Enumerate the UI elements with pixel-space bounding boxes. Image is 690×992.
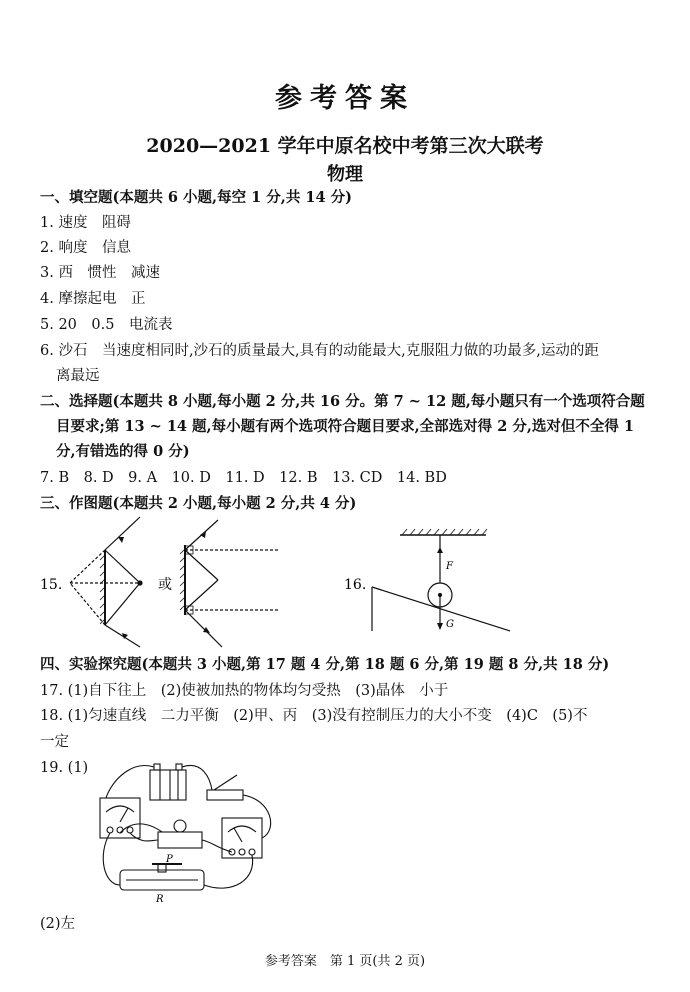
answer-2: 2. 响度 信息 bbox=[40, 240, 131, 256]
answer-6-line-2: 离最远 bbox=[56, 368, 100, 384]
section-3-heading: 三、作图题(本题共 2 小题,每小题 2 分,共 4 分) bbox=[40, 495, 357, 512]
mirror-option-b bbox=[180, 520, 280, 647]
incline-ball-drawing bbox=[372, 529, 510, 631]
section-2-heading-line-1: 二、选择题(本题共 8 小题,每小题 2 分,共 16 分。第 7 ~ 12 题,每小题只有一个选项符合题 bbox=[40, 393, 645, 410]
figure-16-force-diagram bbox=[340, 525, 515, 640]
section-2-heading-line-2: 目要求;第 13 ~ 14 题,每小题有两个选项符合题目要求,全部选对得 2 分,选对但不全得 1 bbox=[56, 418, 635, 435]
subject-title: 物理 bbox=[327, 164, 363, 185]
page-footer: 参考答案 第 1 页(共 2 页) bbox=[264, 954, 426, 969]
circuit-r-label: R bbox=[156, 894, 164, 905]
section-1-heading: 一、填空题(本题共 6 小题,每空 1 分,共 14 分) bbox=[40, 189, 352, 206]
answer-1: 1. 速度 阻碍 bbox=[40, 215, 131, 231]
figure-19-circuit bbox=[92, 760, 292, 908]
section-4-heading: 四、实验探究题(本题共 3 小题,第 17 题 4 分,第 18 题 6 分,第 19 题 8 分,共 18 分) bbox=[40, 656, 610, 673]
or-label: 或 bbox=[158, 577, 172, 593]
figure-15-mirror-diagram bbox=[40, 515, 300, 650]
q16-label: 16. bbox=[344, 577, 367, 593]
mirror-option-a bbox=[70, 517, 142, 647]
section-2-heading-line-3: 分,有错选的得 0 分) bbox=[56, 443, 190, 460]
answer-4: 4. 摩擦起电 正 bbox=[40, 291, 146, 307]
answer-18-line-1: 18. (1)匀速直线 二力平衡 (2)甲、丙 (3)没有控制压力的大小不变 (4)C (5)不 bbox=[40, 708, 588, 724]
answer-6-line-1: 6. 沙石 当速度相同时,沙石的质量最大,具有的动能最大,克服阻力做的功最多,运动的距 bbox=[40, 343, 599, 359]
answer-3: 3. 西 惯性 减速 bbox=[40, 265, 160, 281]
answer-19-part-1: 19. (1) bbox=[40, 760, 89, 776]
answer-5: 5. 20 0.5 电流表 bbox=[40, 317, 173, 333]
q15-label: 15. bbox=[40, 577, 63, 593]
answer-17: 17. (1)自下往上 (2)使被加热的物体均匀受热 (3)晶体 小于 bbox=[40, 683, 449, 699]
force-g-label: G bbox=[446, 619, 454, 630]
page-title: 参考答案 bbox=[275, 83, 415, 114]
answer-19-part-2: (2)左 bbox=[40, 916, 76, 932]
answer-18-line-2: 一定 bbox=[40, 734, 69, 750]
circuit-drawing bbox=[100, 764, 271, 890]
exam-subtitle: 2020—2021 学年中原名校中考第三次大联考 bbox=[146, 135, 544, 157]
force-f-label: F bbox=[446, 561, 453, 572]
choice-answers: 7. B 8. D 9. A 10. D 11. D 12. B 13. CD 14. BD bbox=[40, 470, 447, 486]
circuit-p-label: P bbox=[166, 854, 173, 865]
